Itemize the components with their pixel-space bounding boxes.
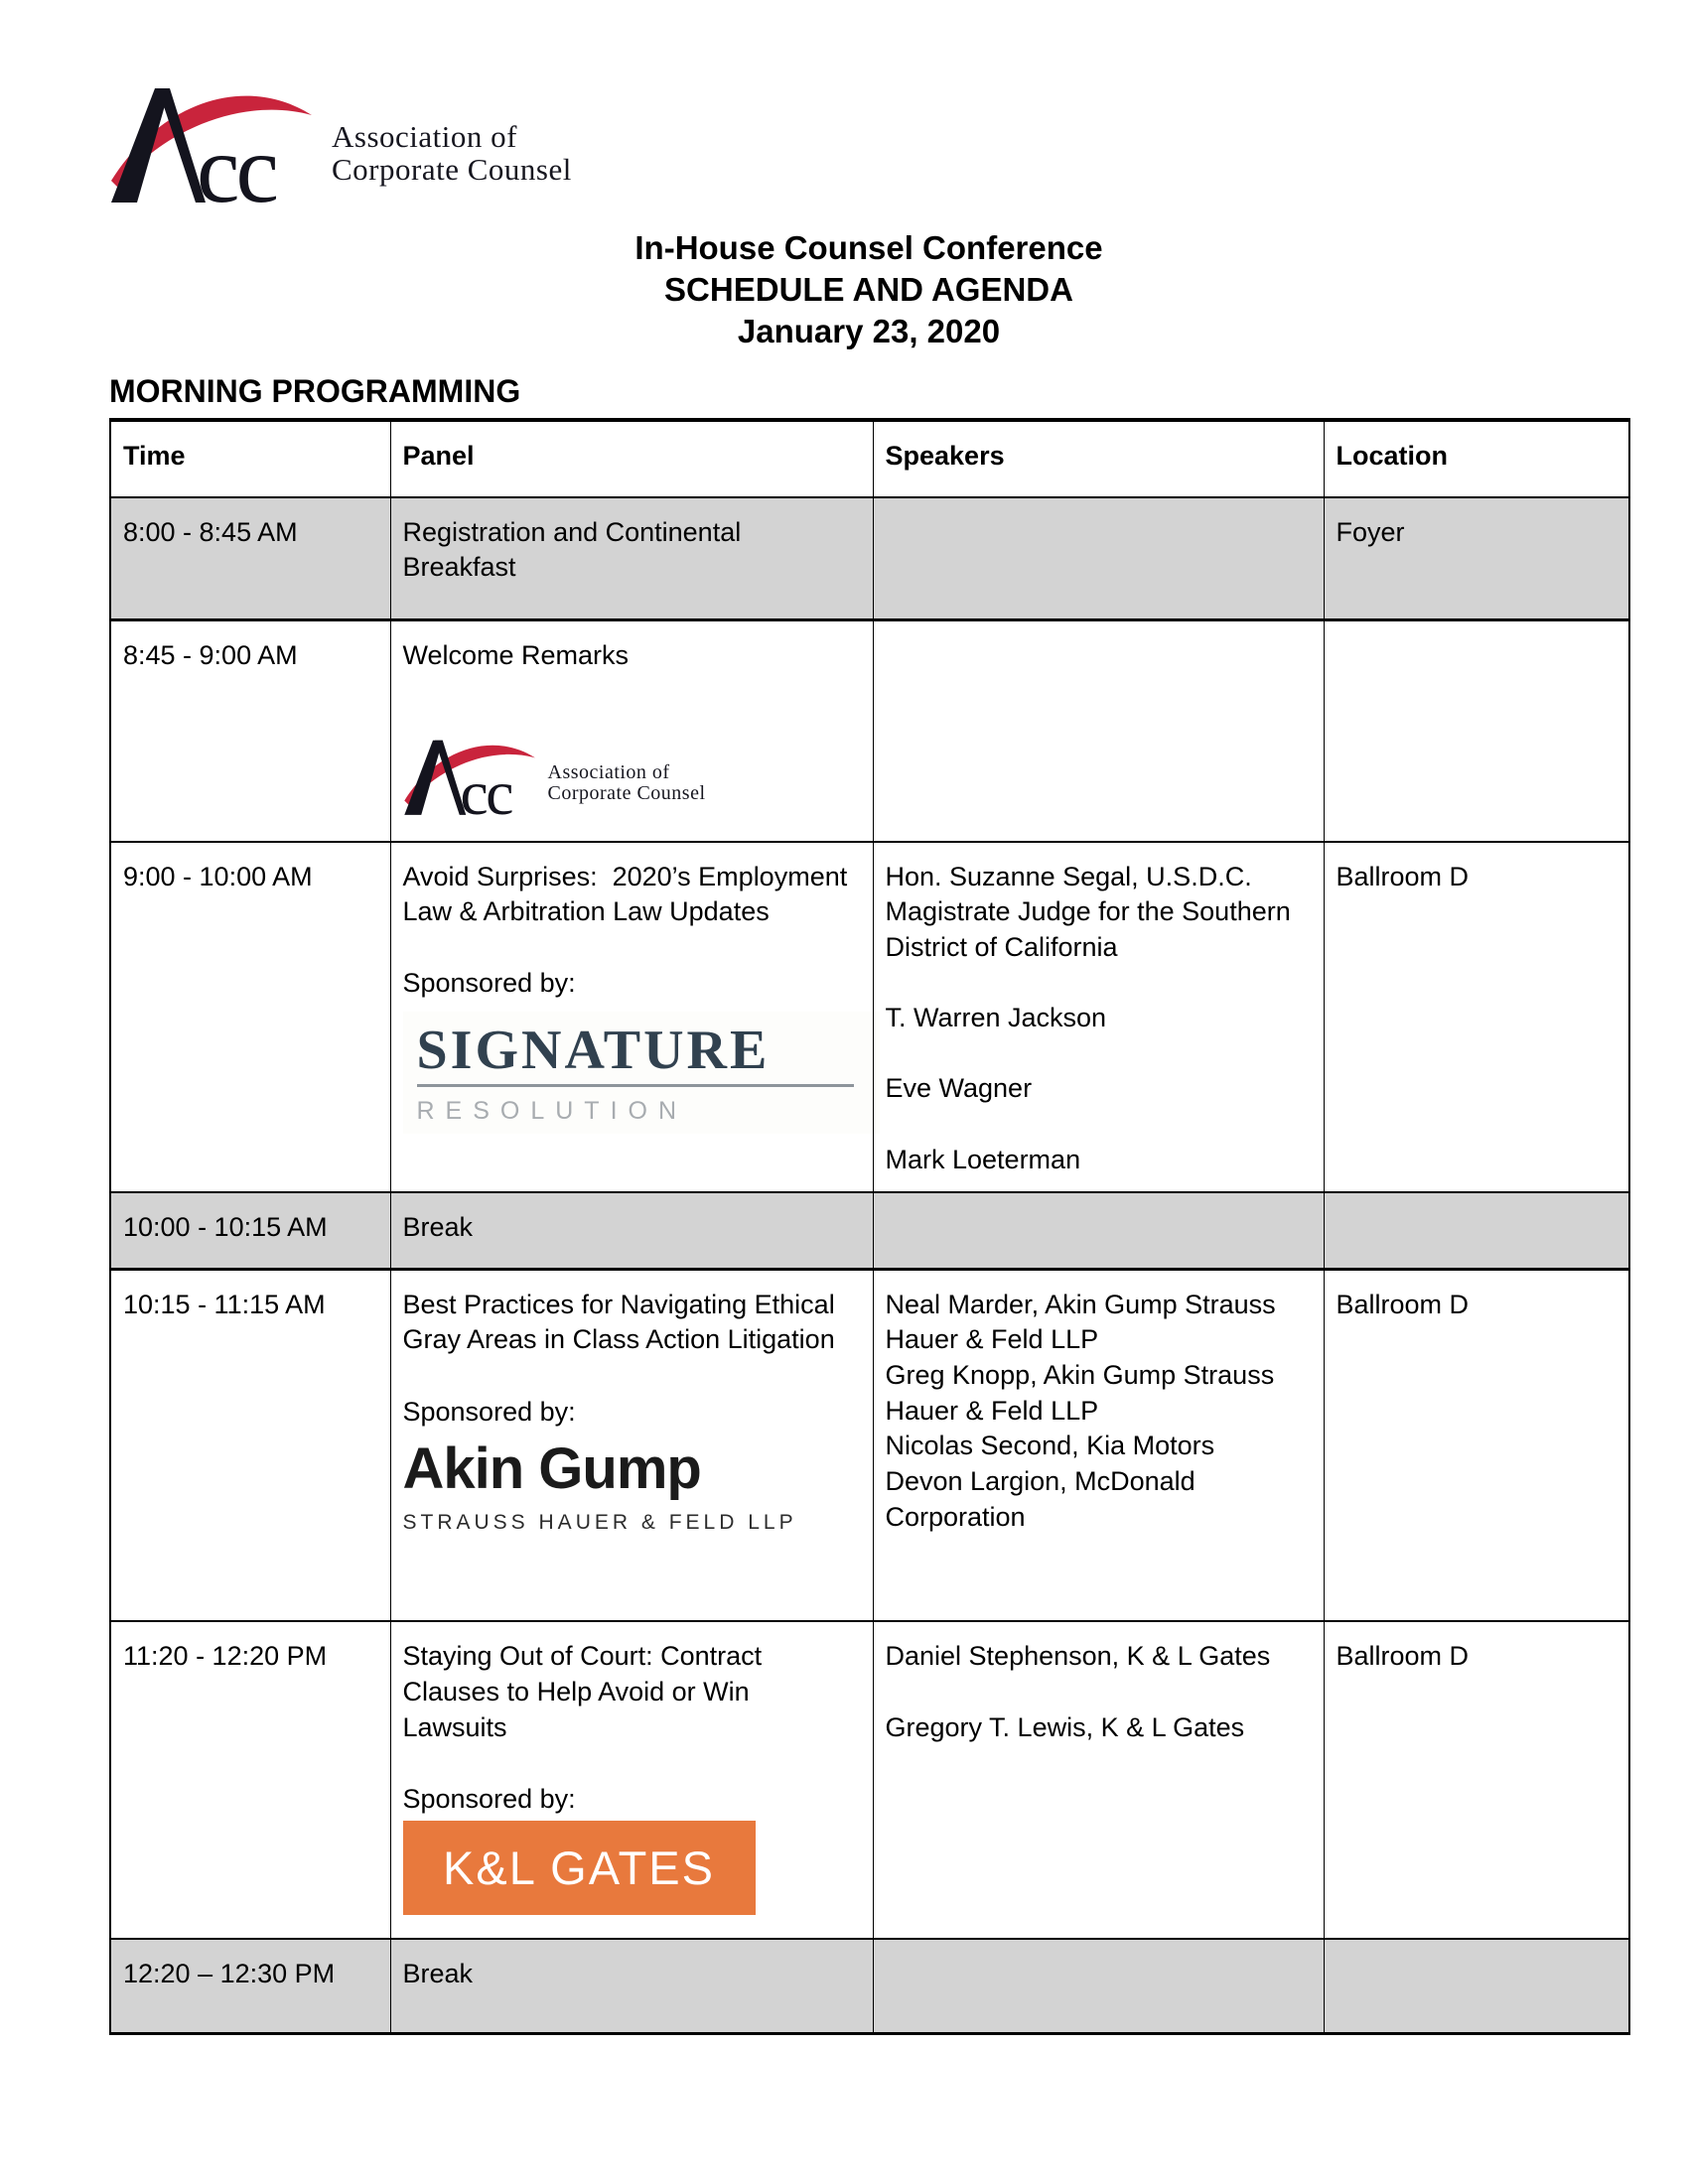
panel-title: Staying Out of Court: Contract Clauses to Help Avoid or Win Lawsuits xyxy=(402,1641,770,1742)
speaker-name: Greg Knopp, Akin Gump Strauss Hauer & Feld LLP xyxy=(885,1360,1275,1426)
speaker-name: Devon Largion, McDonald Corporation xyxy=(885,1465,1196,1532)
speakers-cell xyxy=(873,842,1324,1193)
signature-logo-tagline: RESOLUTION xyxy=(416,1096,688,1125)
speaker-name: Gregory T. Lewis, K & L Gates xyxy=(885,1711,1245,1742)
time-cell: 10:15 - 11:15 AM xyxy=(110,1269,390,1621)
schedule-subtitle: SCHEDULE AND AGENDA xyxy=(664,271,1073,309)
acc-logo-text xyxy=(318,120,572,205)
signature-resolution-logo xyxy=(403,1012,880,1134)
speakers-cell xyxy=(873,1939,1324,2033)
table-header-row xyxy=(110,420,1629,497)
akin-gump-logo xyxy=(403,1437,859,1537)
time-cell: 11:20 - 12:20 PM xyxy=(110,1621,390,1939)
location-cell: Ballroom D xyxy=(1324,842,1629,1193)
location-cell: Foyer xyxy=(1324,497,1629,620)
column-header-time: Time xyxy=(110,420,390,497)
signature-logo-rule xyxy=(417,1084,854,1087)
panel-cell xyxy=(390,1192,873,1269)
column-header-location: Location xyxy=(1324,420,1629,497)
panel-cell xyxy=(390,1939,873,2033)
akin-gump-logo-name: Akin Gump xyxy=(402,1436,701,1502)
conference-title: In-House Counsel Conference xyxy=(634,229,1103,266)
time-cell: 8:00 - 8:45 AM xyxy=(110,497,390,620)
location-cell xyxy=(1324,1939,1629,2033)
signature-logo-name: SIGNATURE xyxy=(416,1020,771,1082)
kl-gates-logo xyxy=(403,1821,756,1915)
acc-org-line1: Association of xyxy=(332,118,517,154)
akin-gump-logo-tagline: STRAUSS HAUER & FELD LLP xyxy=(402,1510,797,1534)
panel-cell xyxy=(390,1621,873,1939)
speaker-name: Nicolas Second, Kia Motors xyxy=(885,1431,1215,1461)
acc-logo-text xyxy=(539,762,706,817)
time-cell: 8:45 - 9:00 AM xyxy=(110,620,390,842)
speakers-cell xyxy=(873,1269,1324,1621)
panel-title: Best Practices for Navigating Ethical Gray Areas in Class Action Litigation xyxy=(402,1289,843,1355)
schedule-table xyxy=(109,418,1630,2035)
table-row-welcome xyxy=(110,620,1629,842)
column-header-speakers: Speakers xyxy=(873,420,1324,497)
panel-cell xyxy=(390,620,873,842)
location-cell: Ballroom D xyxy=(1324,1621,1629,1939)
kl-gates-logo-name: K&L GATES xyxy=(443,1841,715,1894)
time-cell: 12:20 – 12:30 PM xyxy=(110,1939,390,2033)
acc-org-line1: Association of xyxy=(547,761,670,784)
column-header-panel: Panel xyxy=(390,420,873,497)
acc-logo-small xyxy=(403,736,859,817)
speaker-name: Daniel Stephenson, K & L Gates xyxy=(885,1641,1271,1672)
speakers-cell xyxy=(873,1621,1324,1939)
panel-title: Welcome Remarks xyxy=(402,640,630,671)
panel-title: Break xyxy=(402,1212,474,1243)
panel-title: Registration and Continental Breakfast xyxy=(402,516,749,583)
speakers-cell xyxy=(873,1192,1324,1269)
acc-logo-mark-icon xyxy=(109,81,318,205)
sponsored-by-label: Sponsored by: xyxy=(402,1396,576,1427)
speakers-cell xyxy=(873,497,1324,620)
section-heading: MORNING PROGRAMMING xyxy=(109,372,521,409)
location-cell: Ballroom D xyxy=(1324,1269,1629,1621)
sponsored-by-label: Sponsored by: xyxy=(402,1783,576,1814)
speaker-name: Mark Loeterman xyxy=(885,1144,1081,1174)
table-row-class-action xyxy=(110,1269,1629,1621)
speaker-name: Hon. Suzanne Segal, U.S.D.C. Magistrate Judge for the Southern District of California xyxy=(885,861,1291,962)
acc-logo-mark-icon xyxy=(403,736,539,817)
speakers-cell xyxy=(873,620,1324,842)
panel-cell xyxy=(390,497,873,620)
acc-org-line2: Corporate Counsel xyxy=(332,151,572,187)
table-row-break-1 xyxy=(110,1192,1629,1269)
sponsored-by-label: Sponsored by: xyxy=(402,968,576,999)
table-row-registration xyxy=(110,497,1629,620)
acc-org-line2: Corporate Counsel xyxy=(547,782,706,805)
speaker-name: T. Warren Jackson xyxy=(885,1003,1107,1033)
conference-date: January 23, 2020 xyxy=(737,313,1001,350)
location-cell xyxy=(1324,1192,1629,1269)
location-cell xyxy=(1324,620,1629,842)
time-cell: 9:00 - 10:00 AM xyxy=(110,842,390,1193)
table-row-employment-law xyxy=(110,842,1629,1193)
panel-title: Break xyxy=(402,1959,474,1989)
table-row-contract-clauses xyxy=(110,1621,1629,1939)
panel-title: Avoid Surprises: 2020’s Employment Law & Arbitration Law Updates xyxy=(402,861,855,927)
speaker-name: Eve Wagner xyxy=(885,1073,1033,1104)
panel-cell xyxy=(390,842,873,1193)
time-cell: 10:00 - 10:15 AM xyxy=(110,1192,390,1269)
title-block xyxy=(109,227,1628,353)
table-row-break-2 xyxy=(110,1939,1629,2033)
speaker-name: Neal Marder, Akin Gump Strauss Hauer & Feld LLP xyxy=(885,1289,1276,1355)
panel-cell xyxy=(390,1269,873,1621)
acc-logo xyxy=(109,81,1628,205)
